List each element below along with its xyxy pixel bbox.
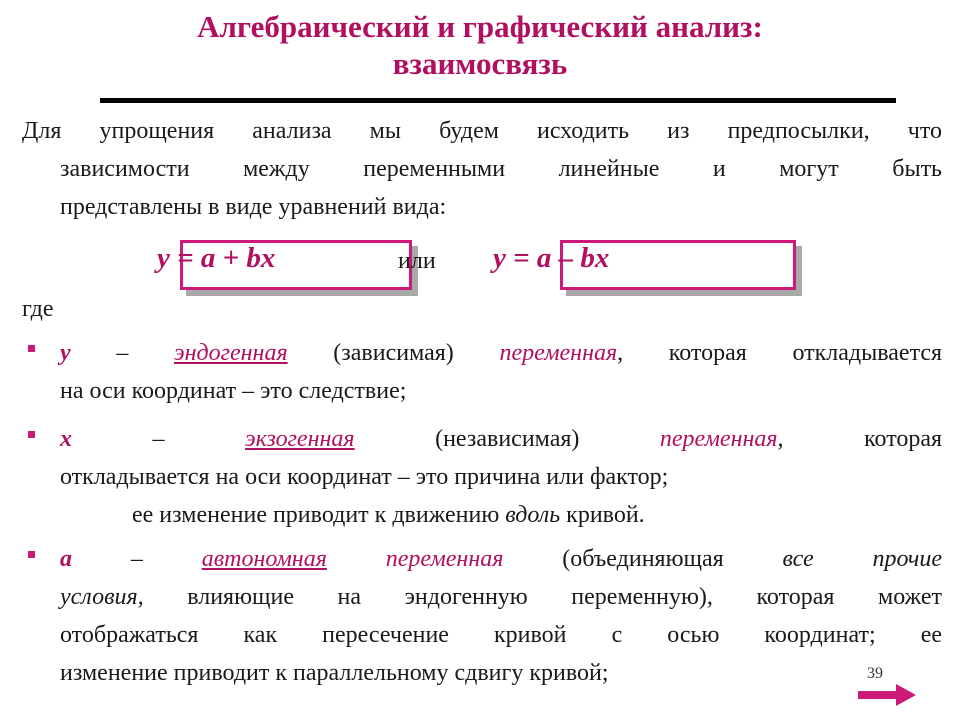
page-number: 39 bbox=[867, 665, 883, 682]
equation-1: y = a + bx bbox=[157, 242, 276, 274]
intro-line-2: зависимости между переменными линейные и могут быть bbox=[60, 156, 942, 182]
item-a-paren: (объединяющая bbox=[562, 546, 724, 572]
item-a-line-2 bbox=[60, 578, 942, 616]
title-line-1: Алгебраический и графический анализ: bbox=[197, 9, 763, 44]
item-x-line-3 bbox=[132, 496, 645, 534]
item-x-term: экзогенная bbox=[245, 426, 355, 452]
item-a-symbol: a bbox=[60, 546, 72, 572]
item-y-symbol: y bbox=[60, 340, 71, 366]
item-y-variable: переменная bbox=[499, 340, 618, 366]
item-x-line-2: откладывается на оси координат – это причина или фактор; bbox=[60, 464, 669, 490]
title-divider bbox=[100, 98, 896, 103]
item-x-along: вдоль bbox=[505, 502, 561, 528]
item-a-all: все bbox=[782, 546, 814, 572]
square-bullet-icon bbox=[28, 431, 35, 438]
where-label: где bbox=[22, 296, 54, 322]
item-y-dash: – bbox=[116, 340, 129, 366]
item-a-line-1 bbox=[60, 540, 942, 578]
square-bullet-icon bbox=[28, 551, 35, 558]
item-x-variable: переменная bbox=[659, 426, 778, 452]
or-label: или bbox=[398, 248, 436, 274]
equation-2: y = a – bx bbox=[493, 242, 610, 274]
title-line-2: взаимосвязь bbox=[392, 46, 568, 81]
item-a-variable: переменная bbox=[385, 546, 504, 572]
item-x-which: которая bbox=[864, 426, 943, 452]
item-y-line-2: на оси координат – это следствие; bbox=[60, 378, 407, 404]
item-a-line-3: отображаться как пересечение кривой с осью координат; ее bbox=[60, 622, 942, 648]
item-a-line-4: изменение приводит к параллельному сдвигу кривой; bbox=[60, 660, 609, 686]
slide-title bbox=[0, 8, 960, 82]
item-a-line-2b: влияющие на эндогенную переменную), которая может bbox=[143, 584, 942, 610]
item-a-conditions: условия, bbox=[60, 584, 144, 610]
item-y-rest: , которая откладывается bbox=[617, 340, 943, 366]
item-y-line-1 bbox=[60, 334, 942, 372]
intro-line-3: представлены в виде уравнений вида: bbox=[60, 194, 447, 220]
right-arrow-icon[interactable] bbox=[858, 684, 918, 706]
item-a-other: прочие bbox=[872, 546, 942, 572]
square-bullet-icon bbox=[28, 345, 35, 352]
item-x-paren: (независимая) bbox=[435, 426, 580, 452]
item-x-line-3c: кривой. bbox=[560, 502, 645, 528]
item-a-term: автономная bbox=[201, 546, 327, 572]
item-y-paren: (зависимая) bbox=[333, 340, 454, 366]
item-x-line-1 bbox=[60, 420, 942, 458]
item-x-line-3a: ее изменение приводит к движению bbox=[132, 502, 506, 528]
item-a-dash: – bbox=[130, 546, 143, 572]
intro-line-1: Для упрощения анализа мы будем исходить из предпосылки, что bbox=[22, 118, 942, 144]
item-x-dash: – bbox=[152, 426, 165, 452]
item-x-comma: , bbox=[777, 426, 784, 452]
item-x-symbol: x bbox=[60, 426, 72, 452]
item-y-term: эндогенная bbox=[174, 340, 288, 366]
